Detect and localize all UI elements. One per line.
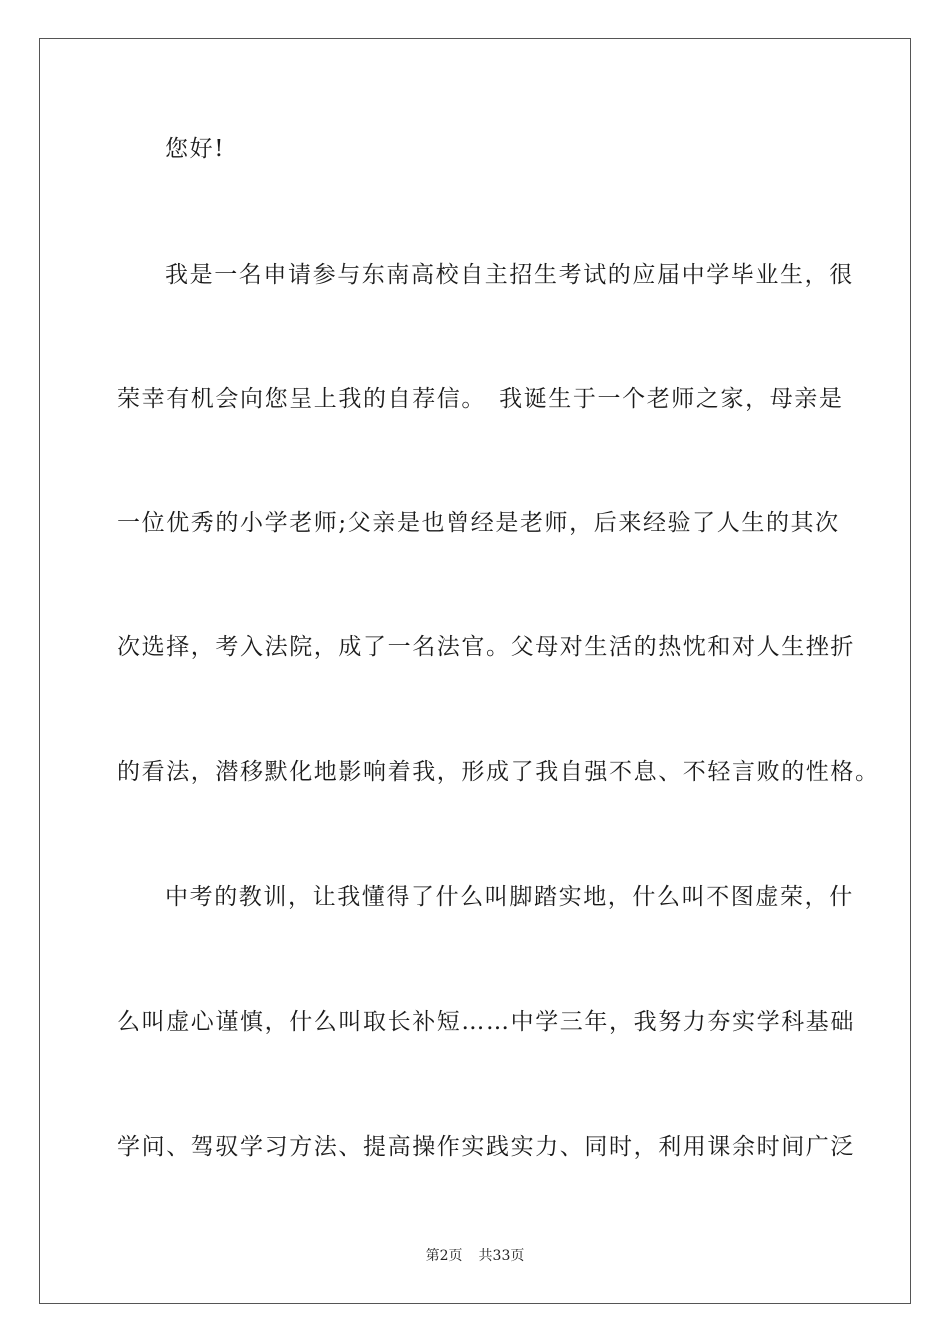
page-footer	[0, 1247, 950, 1265]
body-line: 一位优秀的小学老师;父亲是也曾经是老师，后来经验了人生的其次	[117, 510, 840, 536]
body-line: 我是一名申请参与东南高校自主招生考试的应届中学毕业生，很	[165, 262, 854, 288]
body-line: 学问、驾驭学习方法、提高操作实践实力、同时，利用课余时间广泛	[117, 1134, 855, 1160]
greeting-line: 您好!	[165, 136, 226, 162]
body-line: 荣幸有机会向您呈上我的自荐信。 我诞生于一个老师之家，母亲是	[117, 386, 844, 412]
page-border	[39, 38, 911, 1304]
current-page-number: 第2页	[425, 1248, 463, 1264]
body-line: 中考的教训，让我懂得了什么叫脚踏实地，什么叫不图虚荣，什	[165, 884, 854, 910]
body-line: 么叫虚心谨慎，什么叫取长补短……中学三年，我努力夯实学科基础	[117, 1009, 855, 1035]
total-pages: 共33页	[478, 1248, 525, 1264]
body-line: 次选择，考入法院，成了一名法官。父母对生活的热忱和对人生挫折	[117, 634, 855, 660]
body-line: 的看法，潜移默化地影响着我，形成了我自强不息、不轻言败的性格。	[117, 759, 880, 785]
